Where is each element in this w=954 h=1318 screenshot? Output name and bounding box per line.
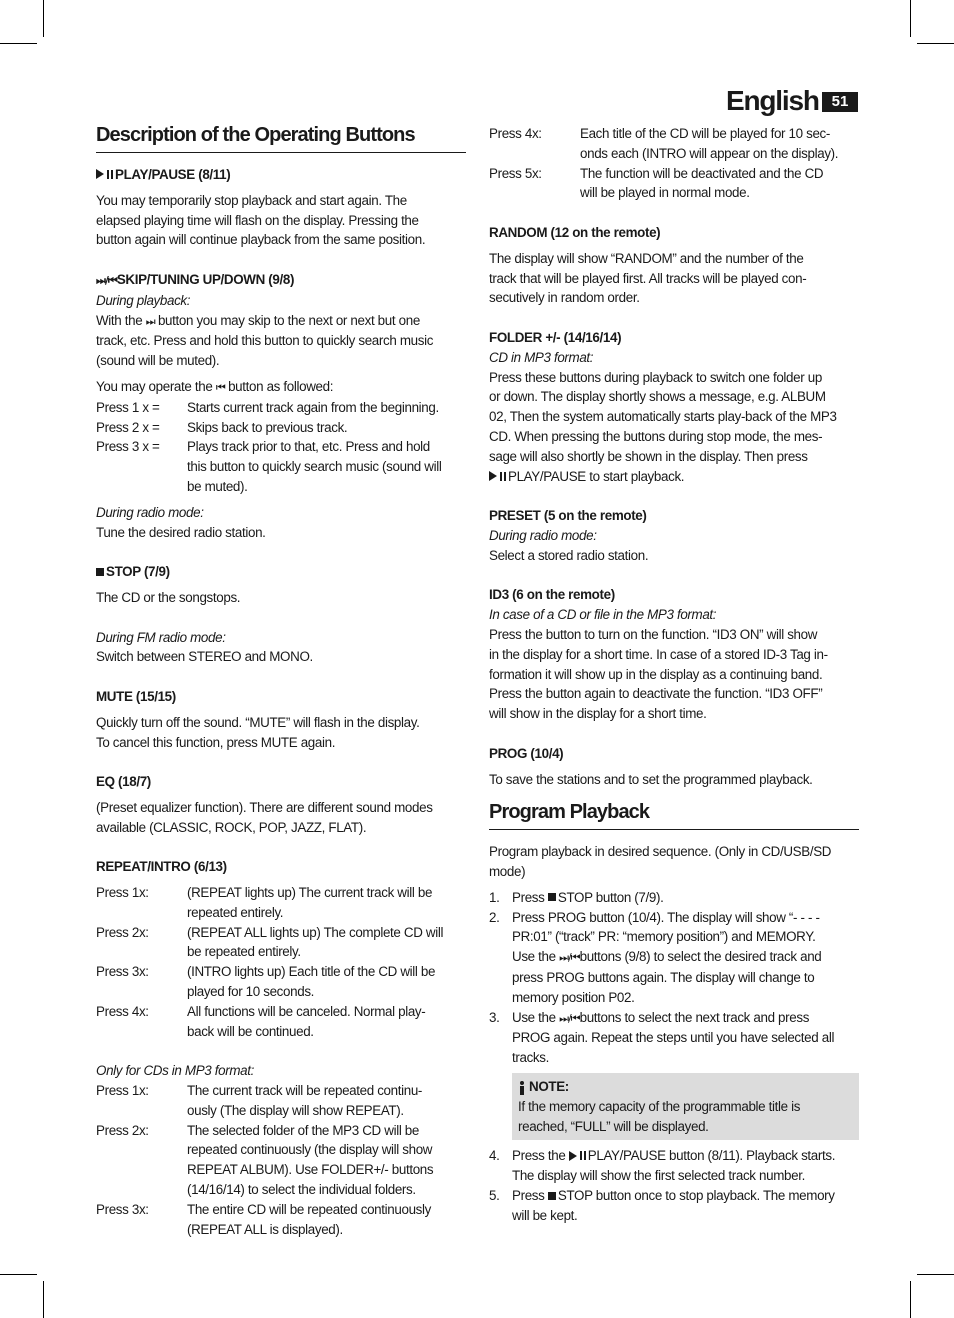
text-span: Press the bbox=[512, 1148, 569, 1164]
press-row bbox=[96, 418, 466, 438]
heading-prog: PROG (10/4) bbox=[489, 745, 564, 761]
heading-play-pause bbox=[96, 165, 466, 185]
press-row bbox=[96, 1002, 466, 1042]
heading-random: RANDOM (12 on the remote) bbox=[489, 224, 661, 240]
right-column bbox=[489, 124, 859, 1226]
text-span: buttons to select the next track and press bbox=[579, 1009, 810, 1025]
press-label: Press 2x: bbox=[96, 1122, 149, 1138]
press-text: Skips back to previous track. bbox=[187, 419, 348, 435]
step-line bbox=[512, 947, 859, 968]
play-icon bbox=[569, 1151, 577, 1161]
crop-mark bbox=[917, 1274, 954, 1275]
press-text: (REPEAT lights up) The current track will be bbox=[187, 885, 433, 901]
press-text: ously (The display will show REPEAT). bbox=[187, 1102, 404, 1118]
skip-back-icon: ⏮ bbox=[215, 380, 225, 394]
stop-icon bbox=[548, 893, 556, 901]
paragraph-line: Press these buttons during playback to switch one folder up bbox=[489, 369, 822, 385]
step-line: PR:01” (“track” PR: “memory position”) and MEMORY. bbox=[512, 929, 816, 945]
step-line: PROG again. Repeat the steps until you have selected all bbox=[512, 1030, 835, 1046]
press-label: Press 1x: bbox=[96, 1083, 149, 1099]
text-span: Use the bbox=[512, 949, 560, 965]
label-cd-mp3: CD in MP3 format: bbox=[489, 349, 594, 365]
press-text: (14/16/14) to select the individual folders. bbox=[187, 1182, 416, 1198]
crop-mark bbox=[910, 0, 911, 37]
paragraph-line: track, etc. Press and hold this button to quickly search music bbox=[96, 333, 434, 349]
text-span: NOTE: bbox=[529, 1079, 569, 1095]
press-text: The entire CD will be repeated continuously bbox=[187, 1201, 431, 1217]
paragraph-line: secutively in random order. bbox=[489, 290, 640, 306]
heading-repeat-intro: REPEAT/INTRO (6/13) bbox=[96, 859, 227, 875]
press-label: Press 4x: bbox=[489, 126, 542, 141]
press-text: this button to quickly search music (sound will bbox=[187, 459, 442, 475]
press-text: onds each (INTRO will appear on the display). bbox=[580, 145, 839, 161]
press-row bbox=[96, 923, 466, 963]
note-line: If the memory capacity of the programmable title is bbox=[518, 1098, 801, 1114]
press-text: The current track will be repeated continu- bbox=[187, 1083, 423, 1099]
heading-folder: FOLDER +/- (14/16/14) bbox=[489, 329, 622, 345]
step-line: Press PROG button (10/4). The display will show “- - - - bbox=[512, 909, 820, 925]
skip-icon: ⏭/⏮ bbox=[559, 951, 580, 965]
press-text: (REPEAT ALL is displayed). bbox=[187, 1221, 343, 1237]
press-text: repeated entirely. bbox=[187, 904, 284, 920]
press-label: Press 4x: bbox=[96, 1003, 149, 1019]
paragraph-line: mode) bbox=[489, 864, 526, 880]
program-steps-list bbox=[489, 888, 859, 1068]
note-box bbox=[512, 1073, 859, 1140]
press-text: will be played in normal mode. bbox=[580, 185, 750, 201]
note-heading bbox=[518, 1077, 853, 1097]
info-icon bbox=[518, 1081, 526, 1095]
step-line bbox=[512, 1008, 859, 1029]
text-span: With the bbox=[96, 312, 146, 328]
paragraph-line: To save the stations and to set the programmed playback. bbox=[489, 771, 813, 787]
paragraph-line: will show in the display for a short time. bbox=[489, 706, 707, 722]
pause-icon bbox=[580, 1151, 586, 1160]
press-text: Each title of the CD will be played for 10 sec- bbox=[580, 126, 831, 141]
press-text: The selected folder of the MP3 CD will be bbox=[187, 1122, 420, 1138]
paragraph-line: Press the button again to deactivate the function. “ID3 OFF” bbox=[489, 686, 823, 702]
label-fm-mode: During FM radio mode: bbox=[96, 629, 226, 645]
note-line: reached, “FULL” will be displayed. bbox=[518, 1118, 709, 1134]
paragraph-line: To cancel this function, press MUTE again. bbox=[96, 734, 336, 750]
skip-icon: ⏭/⏮ bbox=[96, 273, 117, 287]
step-line: memory position P02. bbox=[512, 989, 635, 1005]
text-span: PLAY/PAUSE to start playback. bbox=[508, 468, 685, 484]
text-span: button you may skip to the next or next but one bbox=[154, 312, 420, 328]
paragraph-line: or down. The display shortly shows a message, e.g. ALBUM bbox=[489, 389, 826, 405]
list-item bbox=[489, 888, 859, 908]
paragraph-line: Press the button to turn on the function. “ID3 ON” will show bbox=[489, 626, 818, 642]
list-item bbox=[489, 1008, 859, 1068]
press-row bbox=[96, 398, 466, 418]
play-icon bbox=[489, 471, 497, 481]
press-row bbox=[489, 124, 859, 164]
paragraph-line bbox=[96, 311, 466, 332]
text-span: You may operate the bbox=[96, 378, 216, 394]
press-label: Press 1x: bbox=[96, 885, 149, 901]
step-number: 2. bbox=[489, 909, 500, 925]
press-row bbox=[96, 1121, 466, 1200]
step-line: press PROG buttons again. The display will change to bbox=[512, 970, 815, 986]
list-item bbox=[489, 1186, 859, 1226]
paragraph-line: sage will also shortly be shown in the display. Then press bbox=[489, 448, 808, 464]
step-line bbox=[512, 1146, 859, 1166]
paragraph-line: You may temporarily stop playback and start again. The bbox=[96, 192, 407, 208]
crop-mark bbox=[43, 0, 44, 37]
pause-icon bbox=[500, 472, 506, 481]
crop-mark bbox=[0, 1274, 37, 1275]
paragraph-line: elapsed playing time will flash on the display. Pressing the bbox=[96, 212, 419, 228]
press-row bbox=[96, 1200, 466, 1240]
press-label: Press 2 x = bbox=[96, 419, 160, 435]
label-mp3-format: Only for CDs in MP3 format: bbox=[96, 1063, 254, 1079]
heading-mute: MUTE (15/15) bbox=[96, 688, 176, 704]
heading-text: PLAY/PAUSE (8/11) bbox=[115, 167, 231, 182]
press-text: (REPEAT ALL lights up) The complete CD will bbox=[187, 924, 444, 940]
section-title-operating-buttons: Description of the Operating Buttons bbox=[96, 118, 466, 153]
press-text: All functions will be canceled. Normal play- bbox=[187, 1003, 426, 1019]
press-row bbox=[96, 883, 466, 923]
press-label: Press 1 x = bbox=[96, 399, 160, 415]
press-label: Press 3x: bbox=[96, 1201, 149, 1217]
paragraph-line: Switch between STEREO and MONO. bbox=[96, 649, 313, 665]
paragraph-line: formation it will show up in the display as a continuing band. bbox=[489, 666, 823, 682]
press-row bbox=[96, 1081, 466, 1121]
press-text: repeated continuously (the display will show bbox=[187, 1142, 433, 1158]
step-line bbox=[512, 1186, 859, 1206]
text-span: Press bbox=[512, 1188, 548, 1204]
paragraph-line: 02, Then the system automatically starts play-back of the MP3 bbox=[489, 409, 837, 425]
paragraph-line: Program playback in desired sequence. (Only in CD/USB/SD bbox=[489, 844, 832, 860]
paragraph-line: in the display for a short time. In case of a stored ID-3 Tag in- bbox=[489, 646, 828, 662]
press-text: REPEAT ALBUM). Use FOLDER+/- buttons bbox=[187, 1162, 434, 1178]
step-number: 3. bbox=[489, 1009, 500, 1025]
step-number: 5. bbox=[489, 1188, 500, 1204]
paragraph-line: CD. When pressing the buttons during stop mode, the mes- bbox=[489, 428, 823, 444]
label-radio-mode: During radio mode: bbox=[489, 527, 597, 543]
paragraph-line: track that will be played first. All tracks will be played con- bbox=[489, 270, 807, 286]
list-item bbox=[489, 1146, 859, 1186]
heading-text: STOP (7/9) bbox=[106, 564, 170, 580]
crop-mark bbox=[43, 1281, 44, 1318]
pause-icon bbox=[107, 170, 113, 179]
heading-id3: ID3 (6 on the remote) bbox=[489, 587, 615, 603]
page-number-badge: 51 bbox=[822, 92, 858, 112]
crop-mark bbox=[0, 43, 37, 44]
label-during-radio: During radio mode: bbox=[96, 504, 204, 520]
step-line: will be kept. bbox=[512, 1207, 578, 1223]
text-span: PLAY/PAUSE button (8/11). Playback starts. bbox=[587, 1148, 836, 1164]
paragraph-line: Quickly turn off the sound. “MUTE” will flash in the display. bbox=[96, 714, 420, 730]
label-id3-format: In case of a CD or file in the MP3 format: bbox=[489, 607, 717, 623]
step-number: 1. bbox=[489, 889, 500, 905]
left-column bbox=[96, 118, 466, 1239]
text-span: button as followed: bbox=[224, 378, 334, 394]
skip-icon: ⏭/⏮ bbox=[559, 1011, 580, 1025]
press-text: The function will be deactivated and the CD bbox=[580, 165, 824, 181]
text-span: STOP button (7/9). bbox=[557, 889, 664, 905]
press-text: (INTRO lights up) Each title of the CD will be bbox=[187, 964, 436, 980]
paragraph-line: Select a stored radio station. bbox=[489, 547, 649, 563]
text-span: STOP button once to stop playback. The memory bbox=[557, 1188, 835, 1204]
page-language-title: English bbox=[726, 85, 819, 116]
text-span: Use the bbox=[512, 1009, 560, 1025]
paragraph-line bbox=[96, 377, 466, 398]
paragraph-line: The display will show “RANDOM” and the number of the bbox=[489, 250, 804, 266]
heading-eq: EQ (18/7) bbox=[96, 774, 151, 790]
heading-stop bbox=[96, 562, 466, 582]
paragraph-line: Tune the desired radio station. bbox=[96, 524, 266, 540]
stop-icon bbox=[96, 568, 104, 576]
crop-mark bbox=[910, 1281, 911, 1318]
press-row bbox=[96, 437, 466, 496]
press-text: played for 10 seconds. bbox=[187, 984, 315, 1000]
paragraph-line: (sound will be muted). bbox=[96, 353, 220, 369]
press-text: back will be continued. bbox=[187, 1023, 314, 1039]
step-number: 4. bbox=[489, 1148, 500, 1164]
press-text: be muted). bbox=[187, 478, 248, 494]
heading-preset: PRESET (5 on the remote) bbox=[489, 508, 647, 524]
paragraph-line: (Preset equalizer function). There are different sound modes bbox=[96, 799, 433, 815]
program-steps-list-cont bbox=[489, 1146, 859, 1225]
text-span: Press bbox=[512, 889, 548, 905]
heading-text: SKIP/TUNING UP/DOWN (9/8) bbox=[116, 271, 295, 287]
step-line: The display will show the first selected track number. bbox=[512, 1168, 805, 1184]
press-text: Plays track prior to that, etc. Press and hold bbox=[187, 439, 430, 455]
paragraph-line bbox=[489, 467, 859, 487]
paragraph-line: The CD or the songstops. bbox=[96, 589, 241, 605]
section-title-program-playback: Program Playback bbox=[489, 795, 859, 830]
press-text: Starts current track again from the beginning. bbox=[187, 399, 439, 415]
crop-mark bbox=[917, 43, 954, 44]
text-span: buttons (9/8) to select the desired track and bbox=[579, 949, 822, 965]
press-row bbox=[489, 164, 859, 204]
skip-forward-icon: ⏭ bbox=[145, 314, 155, 328]
step-line: tracks. bbox=[512, 1050, 549, 1066]
paragraph-line: available (CLASSIC, ROCK, POP, JAZZ, FLAT). bbox=[96, 819, 367, 835]
press-label: Press 3x: bbox=[96, 964, 149, 980]
press-label: Press 2x: bbox=[96, 924, 149, 940]
stop-icon bbox=[548, 1192, 556, 1200]
press-label: Press 3 x = bbox=[96, 439, 160, 455]
press-row bbox=[96, 962, 466, 1002]
list-item bbox=[489, 908, 859, 1008]
label-during-playback: During playback: bbox=[96, 292, 191, 308]
heading-skip-tuning bbox=[96, 270, 466, 291]
press-text: be repeated entirely. bbox=[187, 944, 301, 960]
paragraph-line: button again will continue playback from the same position. bbox=[96, 232, 426, 248]
press-label: Press 5x: bbox=[489, 165, 542, 181]
play-icon bbox=[96, 169, 104, 179]
